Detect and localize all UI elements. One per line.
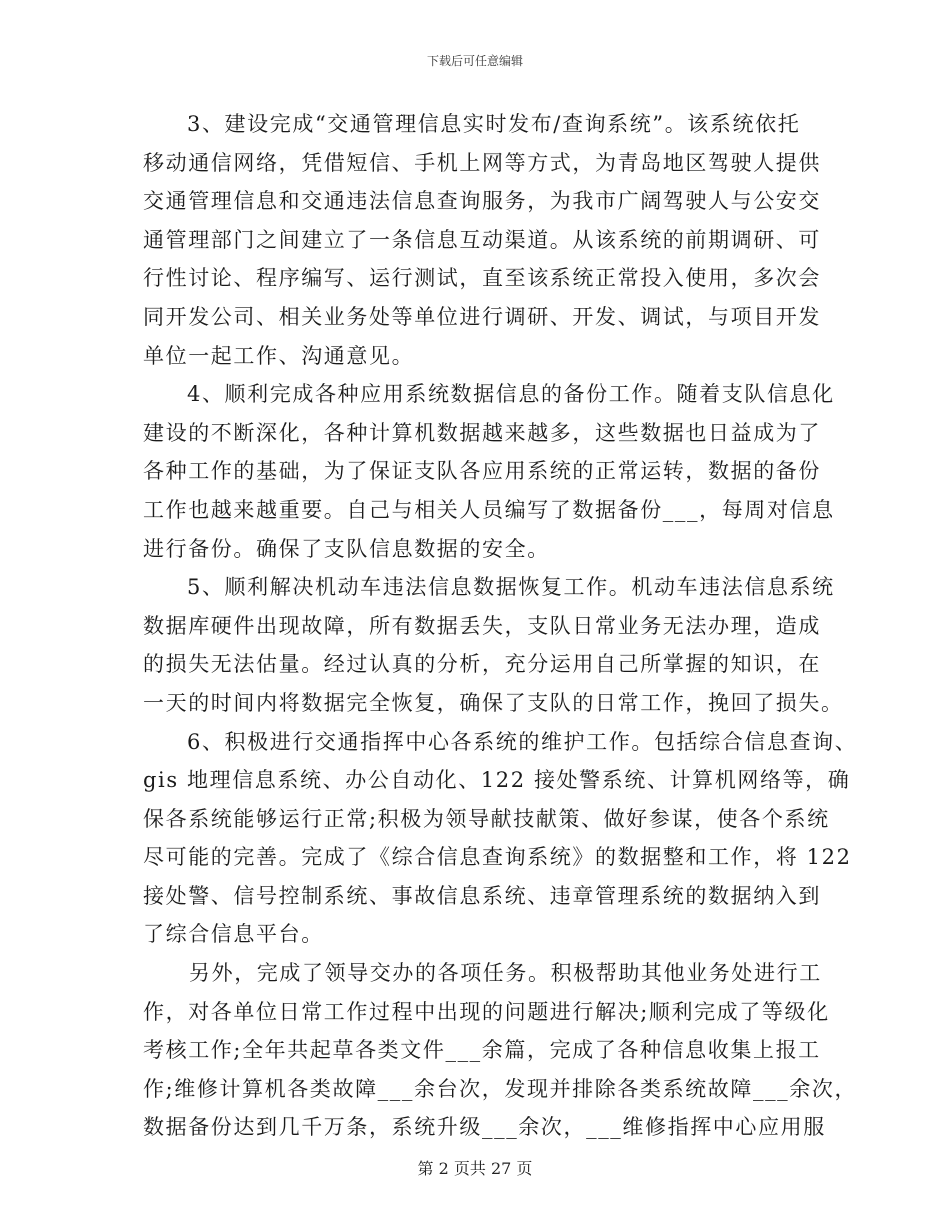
paragraph-line: 一天的时间内将数据完全恢复，确保了支队的日常工作，挽回了损失。 <box>143 690 844 715</box>
paragraph-line: 作;维修计算机各类故障___余台次，发现并排除各类系统故障___余次， <box>143 1076 858 1101</box>
paragraph-line: 作，对各单位日常工作过程中出现的问题进行解决;顺利完成了等级化 <box>143 999 830 1024</box>
paragraph-line: 的损失无法估量。经过认真的分析，充分运用自己所掌握的知识，在 <box>143 652 821 677</box>
paragraph-line: gis 地理信息系统、办公自动化、122 接处警系统、计算机网络等，确 <box>143 768 851 793</box>
paragraph-item-other <box>143 954 858 1147</box>
paragraph-line: 通管理部门之间建立了一条信息互动渠道。从该系统的前期调研、可 <box>143 227 821 252</box>
paragraph-line: 保各系统能够运行正常;积极为领导献技献策、做好参谋，使各个系统 <box>143 806 830 831</box>
page-number-footer: 第 2 页共 27 页 <box>417 1159 533 1178</box>
paragraph-item-4 <box>143 375 835 568</box>
paragraph-item-5 <box>143 568 844 722</box>
paragraph-line: 同开发公司、相关业务处等单位进行调研、开发、调试，与项目开发 <box>143 304 821 329</box>
paragraph-line: 各种工作的基础，为了保证支队各应用系统的正常运转，数据的备份 <box>143 459 821 484</box>
paragraph-line: 数据库硬件出现故障，所有数据丢失，支队日常业务无法办理，造成 <box>143 613 821 638</box>
paragraph-line: 移动通信网络，凭借短信、手机上网等方式，为青岛地区驾驶人提供 <box>143 150 821 175</box>
paragraph-item-6 <box>143 723 858 955</box>
paragraph-line: 3、建设完成“交通管理信息实时发布/查询系统”。该系统依托 <box>187 112 801 136</box>
paragraph-line: 尽可能的完善。完成了《综合信息查询系统》的数据整和工作，将 122 <box>143 845 852 870</box>
paragraph-line: 5、顺利解决机动车违法信息数据恢复工作。机动车违法信息系统 <box>187 575 835 600</box>
paragraph-line: 另外，完成了领导交办的各项任务。积极帮助其他业务处进行工 <box>189 961 822 986</box>
paragraph-line: 行性讨论、程序编写、运行测试，直至该系统正常投入使用，多次会 <box>143 266 821 291</box>
paragraph-line: 了综合信息平台。 <box>143 922 324 947</box>
paragraph-line: 数据备份达到几千万条，系统升级___余次，___维修指挥中心应用服 <box>143 1115 826 1140</box>
paragraph-item-3 <box>143 105 823 375</box>
paragraph-line: 6、积极进行交通指挥中心各系统的维护工作。包括综合信息查询、 <box>187 729 858 754</box>
paragraph-line: 工作也越来越重要。自己与相关人员编写了数据备份___，每周对信息 <box>143 497 835 522</box>
paragraph-line: 考核工作;全年共起草各类文件___余篇，完成了各种信息收集上报工 <box>143 1038 821 1063</box>
paragraph-line: 4、顺利完成各种应用系统数据信息的备份工作。随着支队信息化 <box>187 382 835 407</box>
paragraph-line: 单位一起工作、沟通意见。 <box>143 343 415 368</box>
header-note: 下载后可任意编辑 <box>426 54 523 68</box>
paragraph-line: 交通管理信息和交通违法信息查询服务，为我市广阔驾驶人与公安交 <box>143 189 821 214</box>
paragraph-line: 建设的不断深化，各种计算机数据越来越多，这些数据也日益成为了 <box>143 420 821 445</box>
paragraph-line: 接处警、信号控制系统、事故信息系统、违章管理系统的数据纳入到 <box>143 883 821 908</box>
document-body <box>143 105 858 1147</box>
paragraph-line: 进行备份。确保了支队信息数据的安全。 <box>143 536 550 561</box>
